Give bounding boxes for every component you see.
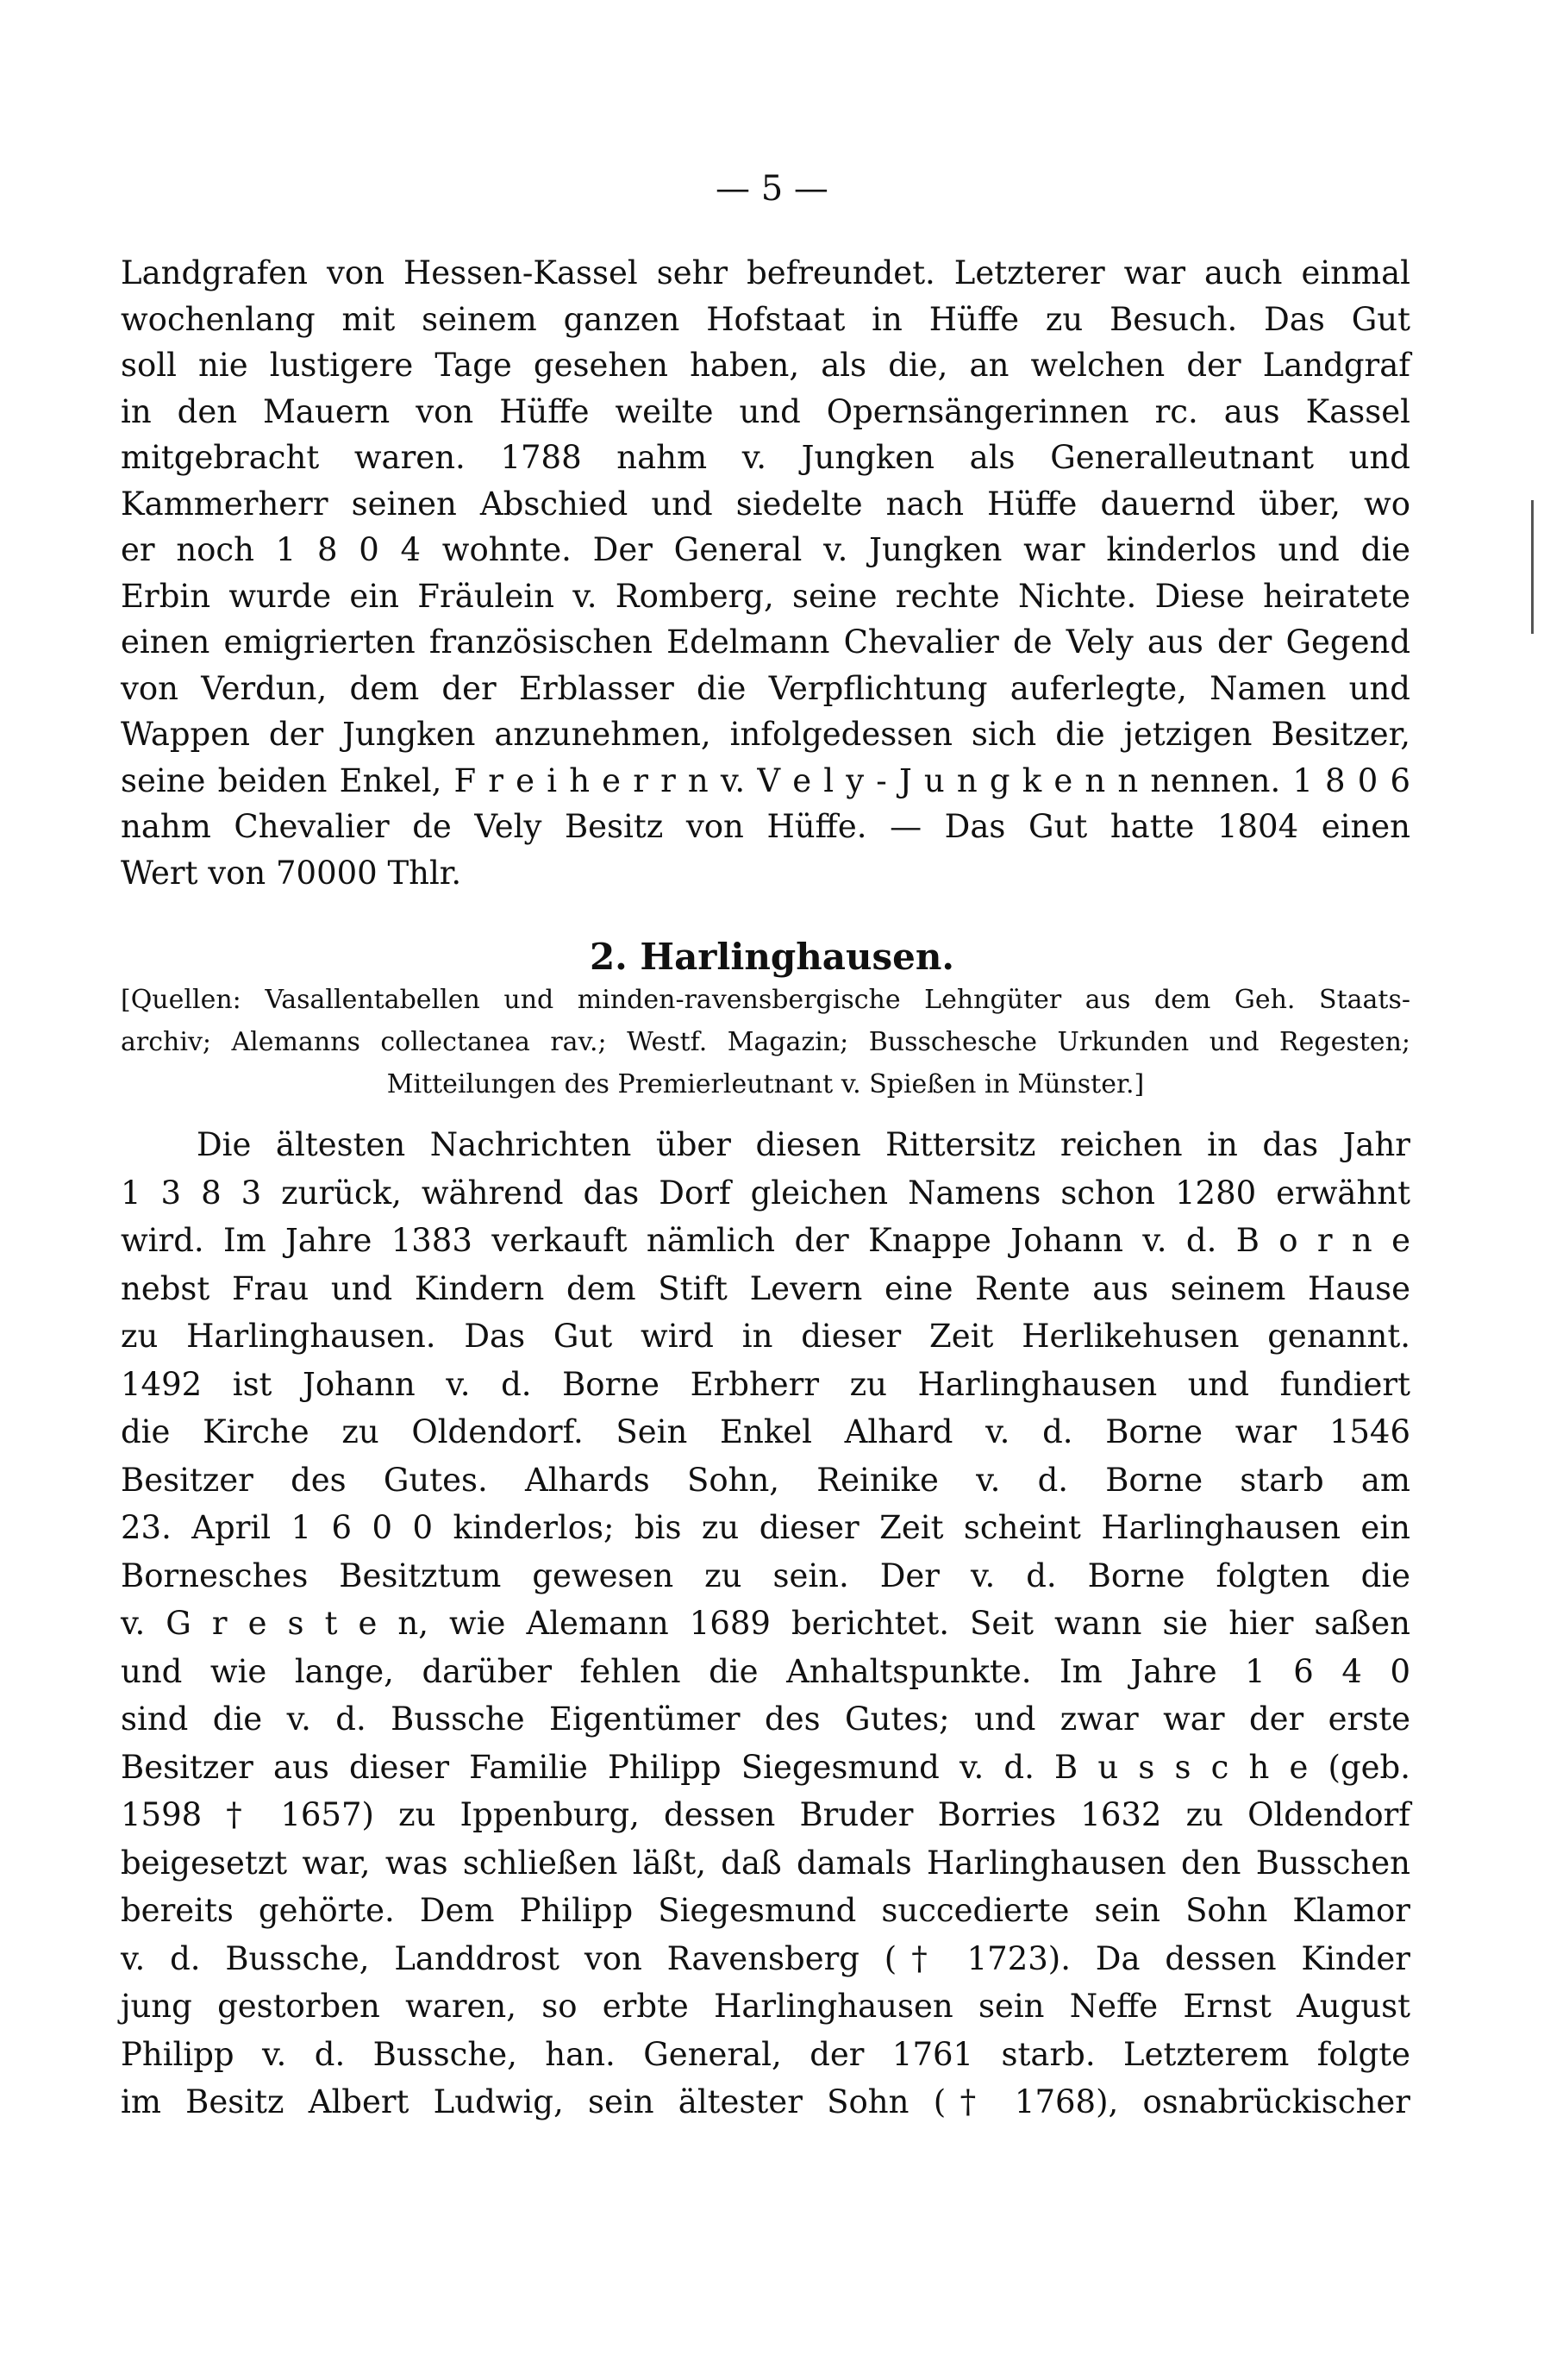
paragraph-hueffe-continued (121, 250, 1410, 896)
text-line: beigesetzt war, was schließen läßt, daß damals Harlinghausen den Busschen (121, 1844, 1410, 1882)
text-line: 1492 ist Johann v. d. Borne Erbherr zu Harlinghausen und fundiert (121, 1365, 1410, 1403)
scan-edge-mark (1531, 500, 1534, 634)
text-line: wochenlang mit seinem ganzen Hofstaat in Hüffe zu Besuch. Das Gut (121, 300, 1410, 338)
text-line: von Verdun, dem der Erblasser die Verpflichtung auferlegte, Namen und (121, 669, 1410, 707)
text-line: mitgebracht waren. 1788 nahm v. Jungken als Generalleutnant und (121, 439, 1410, 476)
text-line: sind die v. d. Bussche Eigentümer des Gutes; und zwar war der erste (121, 1700, 1410, 1738)
text-line: Wappen der Jungken anzunehmen, infolgedessen sich die jetzigen Besitzer, (121, 716, 1410, 753)
text-line: einen emigrierten französischen Edelmann Chevalier de Vely aus der Gegend (121, 623, 1410, 661)
text-line: zu Harlinghausen. Das Gut wird in dieser Zeit Herlikehusen genannt. (121, 1318, 1410, 1355)
text-line: Bornesches Besitztum gewesen zu sein. Der v. d. Borne folgten die (121, 1556, 1410, 1594)
text-line: seine beiden Enkel, F r e i h e r r n v. V e l y - J u n g k e n n nennen. 1 8 0 6 (121, 761, 1410, 799)
text-line: Wert von 70000 Thlr. (121, 854, 462, 892)
text-line: Kammerherr seinen Abschied und siedelte nach Hüffe dauernd über, wo (121, 485, 1410, 523)
text-line: nahm Chevalier de Vely Besitz von Hüffe. — Das Gut hatte 1804 einen (121, 808, 1410, 845)
text-line: 1 3 8 3 zurück, während das Dorf gleichen Namens schon 1280 erwähnt (121, 1174, 1410, 1212)
page-number: — 5 — (716, 169, 828, 209)
text-line: Die ältesten Nachrichten über diesen Rittersitz reichen in das Jahr (197, 1126, 1410, 1163)
text-line: 1598 † 1657) zu Ippenburg, dessen Bruder Borries 1632 zu Oldendorf (121, 1796, 1410, 1833)
text-line: jung gestorben waren, so erbte Harlinghausen sein Neffe Ernst August (121, 1988, 1410, 2025)
text-line: [Quellen: Vasallentabellen und minden-ravensbergische Lehngüter aus dem Geh. Staats- (121, 985, 1410, 1015)
text-line: v. G r e s t e n, wie Alemann 1689 berichtet. Seit wann sie hier saßen (121, 1605, 1410, 1642)
text-line: Besitzer des Gutes. Alhards Sohn, Reinike v. d. Borne starb am (121, 1461, 1410, 1499)
paragraph-harlinghausen (121, 1121, 1410, 2126)
text-line: soll nie lustigere Tage gesehen haben, als die, an welchen der Landgraf (121, 347, 1410, 384)
text-line: er noch 1 8 0 4 wohnte. Der General v. Jungken war kinderlos und die (121, 531, 1410, 568)
text-line: 23. April 1 6 0 0 kinderlos; bis zu dieser Zeit scheint Harlinghausen ein (121, 1509, 1410, 1546)
text-line: im Besitz Albert Ludwig, sein ältester Sohn († 1768), osnabrückischer (121, 2083, 1410, 2120)
text-line: Mitteilungen des Premierleutnant v. Spießen in Münster.] (386, 1069, 1145, 1099)
text-line: die Kirche zu Oldendorf. Sein Enkel Alhard v. d. Borne war 1546 (121, 1413, 1410, 1450)
text-line: v. d. Bussche, Landdrost von Ravensberg († 1723). Da dessen Kinder (121, 1939, 1410, 1977)
text-line: archiv; Alemanns collectanea rav.; Westf. Magazin; Busschesche Urkunden und Regesten; (121, 1027, 1410, 1057)
sources-note (121, 979, 1410, 1105)
section-heading: 2. Harlinghausen. (589, 936, 955, 978)
text-line: Landgrafen von Hessen-Kassel sehr befreundet. Letzterer war auch einmal (121, 254, 1410, 291)
text-line: und wie lange, darüber fehlen die Anhaltspunkte. Im Jahre 1 6 4 0 (121, 1652, 1410, 1690)
text-line: wird. Im Jahre 1383 verkauft nämlich der Knappe Johann v. d. B o r n e (121, 1222, 1410, 1259)
text-line: in den Mauern von Hüffe weilte und Opernsängerinnen rc. aus Kassel (121, 392, 1410, 430)
text-line: Philipp v. d. Bussche, han. General, der 1761 starb. Letzterem folgte (121, 2035, 1410, 2073)
text-line: bereits gehörte. Dem Philipp Siegesmund succedierte sein Sohn Klamor (121, 1892, 1410, 1929)
text-line: Erbin wurde ein Fräulein v. Romberg, seine rechte Nichte. Diese heiratete (121, 577, 1410, 615)
text-line: nebst Frau und Kindern dem Stift Levern eine Rente aus seinem Hause (121, 1269, 1410, 1307)
text-line: Besitzer aus dieser Familie Philipp Siegesmund v. d. B u s s c h e (geb. (121, 1748, 1410, 1786)
